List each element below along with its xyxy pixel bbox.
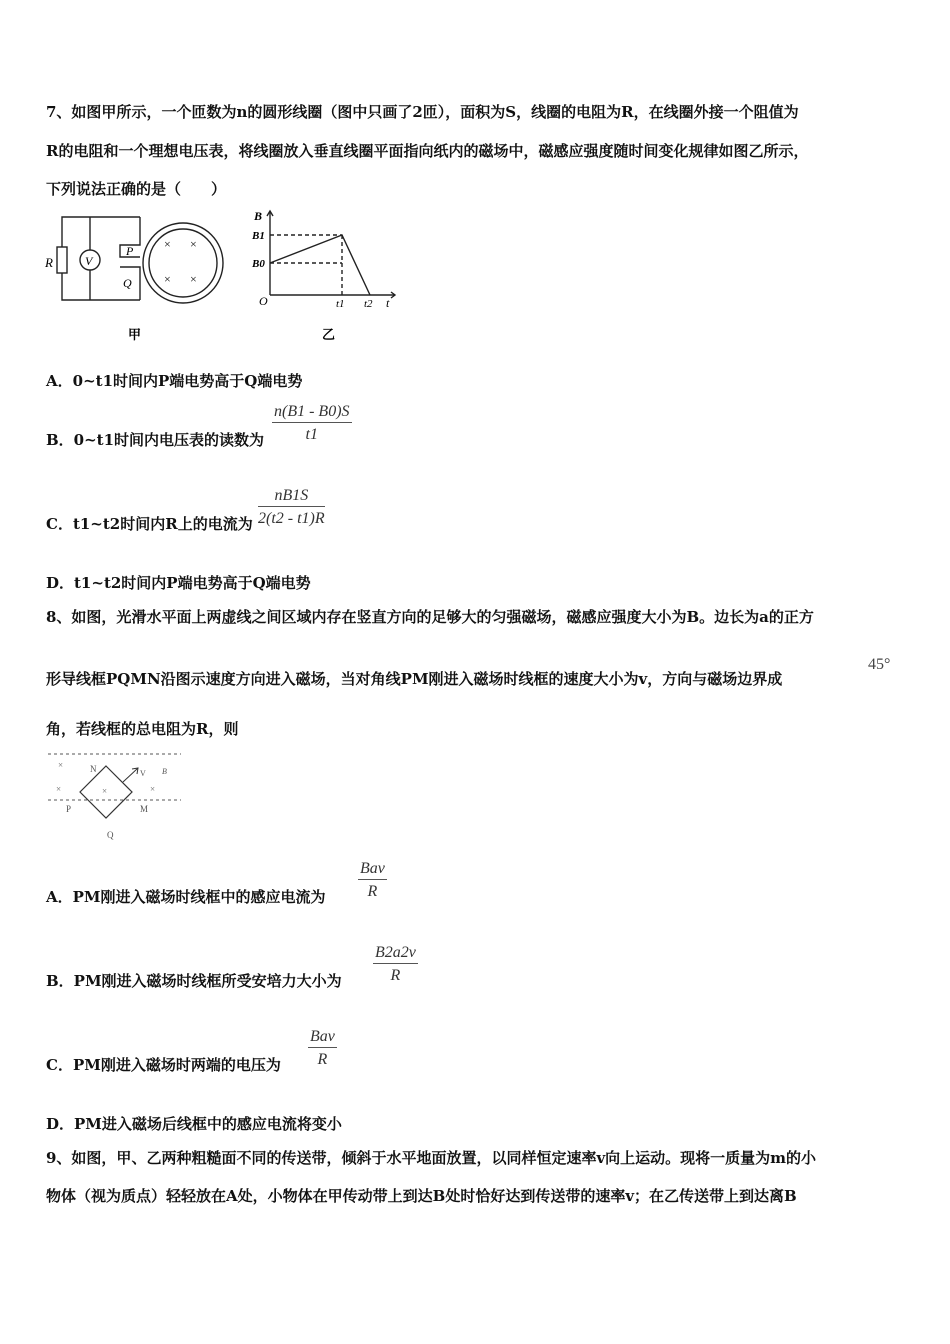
q7-jia-caption: 甲 [128,327,142,342]
q7-yi-axis-b: B [254,209,263,223]
q7-yi-label-b0: B0 [252,258,265,270]
q8-label-q: Q [107,830,114,840]
q8-figure [46,748,186,843]
q7-option-c-numerator: nB1S [258,487,325,507]
q7-yi-label-t1: t1 [336,298,345,310]
q7-option-d: D．t1~t2时间内P端电势高于Q端电势 [46,574,311,592]
q7-option-b-numerator: n(B1 - B0)S [272,403,352,423]
q9-stem-line-2: 物体（视为质点）轻轻放在A处，小物体在甲传动带上到达B处时恰好达到传送带的速率v；在乙传送带上到达离B [46,1187,797,1205]
q8-option-a: A．PM刚进入磁场时线框中的感应电流为 [46,888,326,906]
q7-jia-voltmeter-label: V [85,254,93,268]
q8-field-mark: × [150,784,156,794]
q8-label-m: M [140,804,149,814]
q8-option-d: D．PM进入磁场后线框中的感应电流将变小 [46,1115,342,1133]
q7-option-a: A．0~t1时间内P端电势高于Q端电势 [46,372,303,390]
q7-option-c-denominator: 2(t2 - t1)R [258,510,325,527]
q7-stem-line-1: 7、如图甲所示，一个匝数为n的圆形线圈（图中只画了2匝），面积为S，线圈的电阻为R，在线圈外接一个阻值为 [46,103,799,121]
q8-option-a-fraction [358,860,387,901]
q8-option-c-fraction [308,1028,337,1069]
q8-option-b-fraction [373,944,418,985]
q8-stem-line-1: 8、如图，光滑水平面上两虚线之间区域内存在竖直方向的足够大的匀强磁场，磁感应强度大小为B。边长为a的正方 [46,608,814,626]
q7-yi-label-b1: B1 [252,230,265,242]
q7-figure-jia [40,205,240,345]
q8-field-mark: × [56,784,62,794]
q7-jia-field-mark: × [164,237,171,251]
q8-option-c-denominator: R [317,1051,328,1068]
q7-yi-label-t2: t2 [364,298,373,310]
q7-stem-line-2: R的电阻和一个理想电压表，将线圈放入垂直线圈平面指向纸内的磁场中，磁感应强度随时间变化规律如图乙所示， [46,142,809,160]
q8-option-b: B．PM刚进入磁场时线框所受安培力大小为 [46,972,342,990]
q7-jia-field-mark: × [190,237,197,251]
q7-jia-label-r: R [45,255,53,270]
q7-figure-yi [250,205,400,345]
q7-yi-axis-t: t [386,296,390,310]
q7-jia-label-q: Q [123,276,132,290]
q7-option-b-denominator: t1 [305,426,318,443]
q8-option-c-numerator: Bav [308,1028,337,1048]
q7-option-b: B．0~t1时间内电压表的读数为 [46,431,265,449]
q7-jia-field-mark: × [164,272,171,286]
q8-option-a-denominator: R [367,883,378,900]
q8-option-a-numerator: Bav [358,860,387,880]
q8-field-mark: × [58,760,64,770]
q7-yi-origin: O [259,294,268,308]
q7-yi-caption: 乙 [322,327,336,342]
q7-option-c: C．t1~t2时间内R上的电流为 [46,515,253,533]
q8-label-v: V [140,769,146,778]
q8-option-c: C．PM刚进入磁场时两端的电压为 [46,1056,281,1074]
q7-jia-field-mark: × [190,272,197,286]
q8-stem-line-2: 形导线框PQMN沿图示速度方向进入磁场，当对角线PM刚进入磁场时线框的速度大小为v，方向与磁场边界成 [46,670,783,688]
q8-field-mark: × [102,786,108,796]
q8-angle-value: 45° [868,656,891,673]
q8-label-p: P [66,804,72,814]
q9-stem-line-1: 9、如图，甲、乙两种粗糙面不同的传送带，倾斜于水平地面放置，以同样恒定速率v向上运动。现将一质量为m的小 [46,1149,817,1167]
q7-option-c-fraction [258,487,325,528]
q8-label-n: N [90,764,97,774]
q7-stem-line-3: 下列说法正确的是（ ） [46,180,227,198]
q8-option-b-denominator: R [390,967,401,984]
q8-label-b: B [162,767,167,776]
q8-stem-line-3: 角，若线框的总电阻为R，则 [46,720,239,738]
q7-option-b-fraction [272,403,352,444]
q8-option-b-numerator: B2a2v [373,944,418,964]
q7-jia-label-p: P [126,244,134,258]
